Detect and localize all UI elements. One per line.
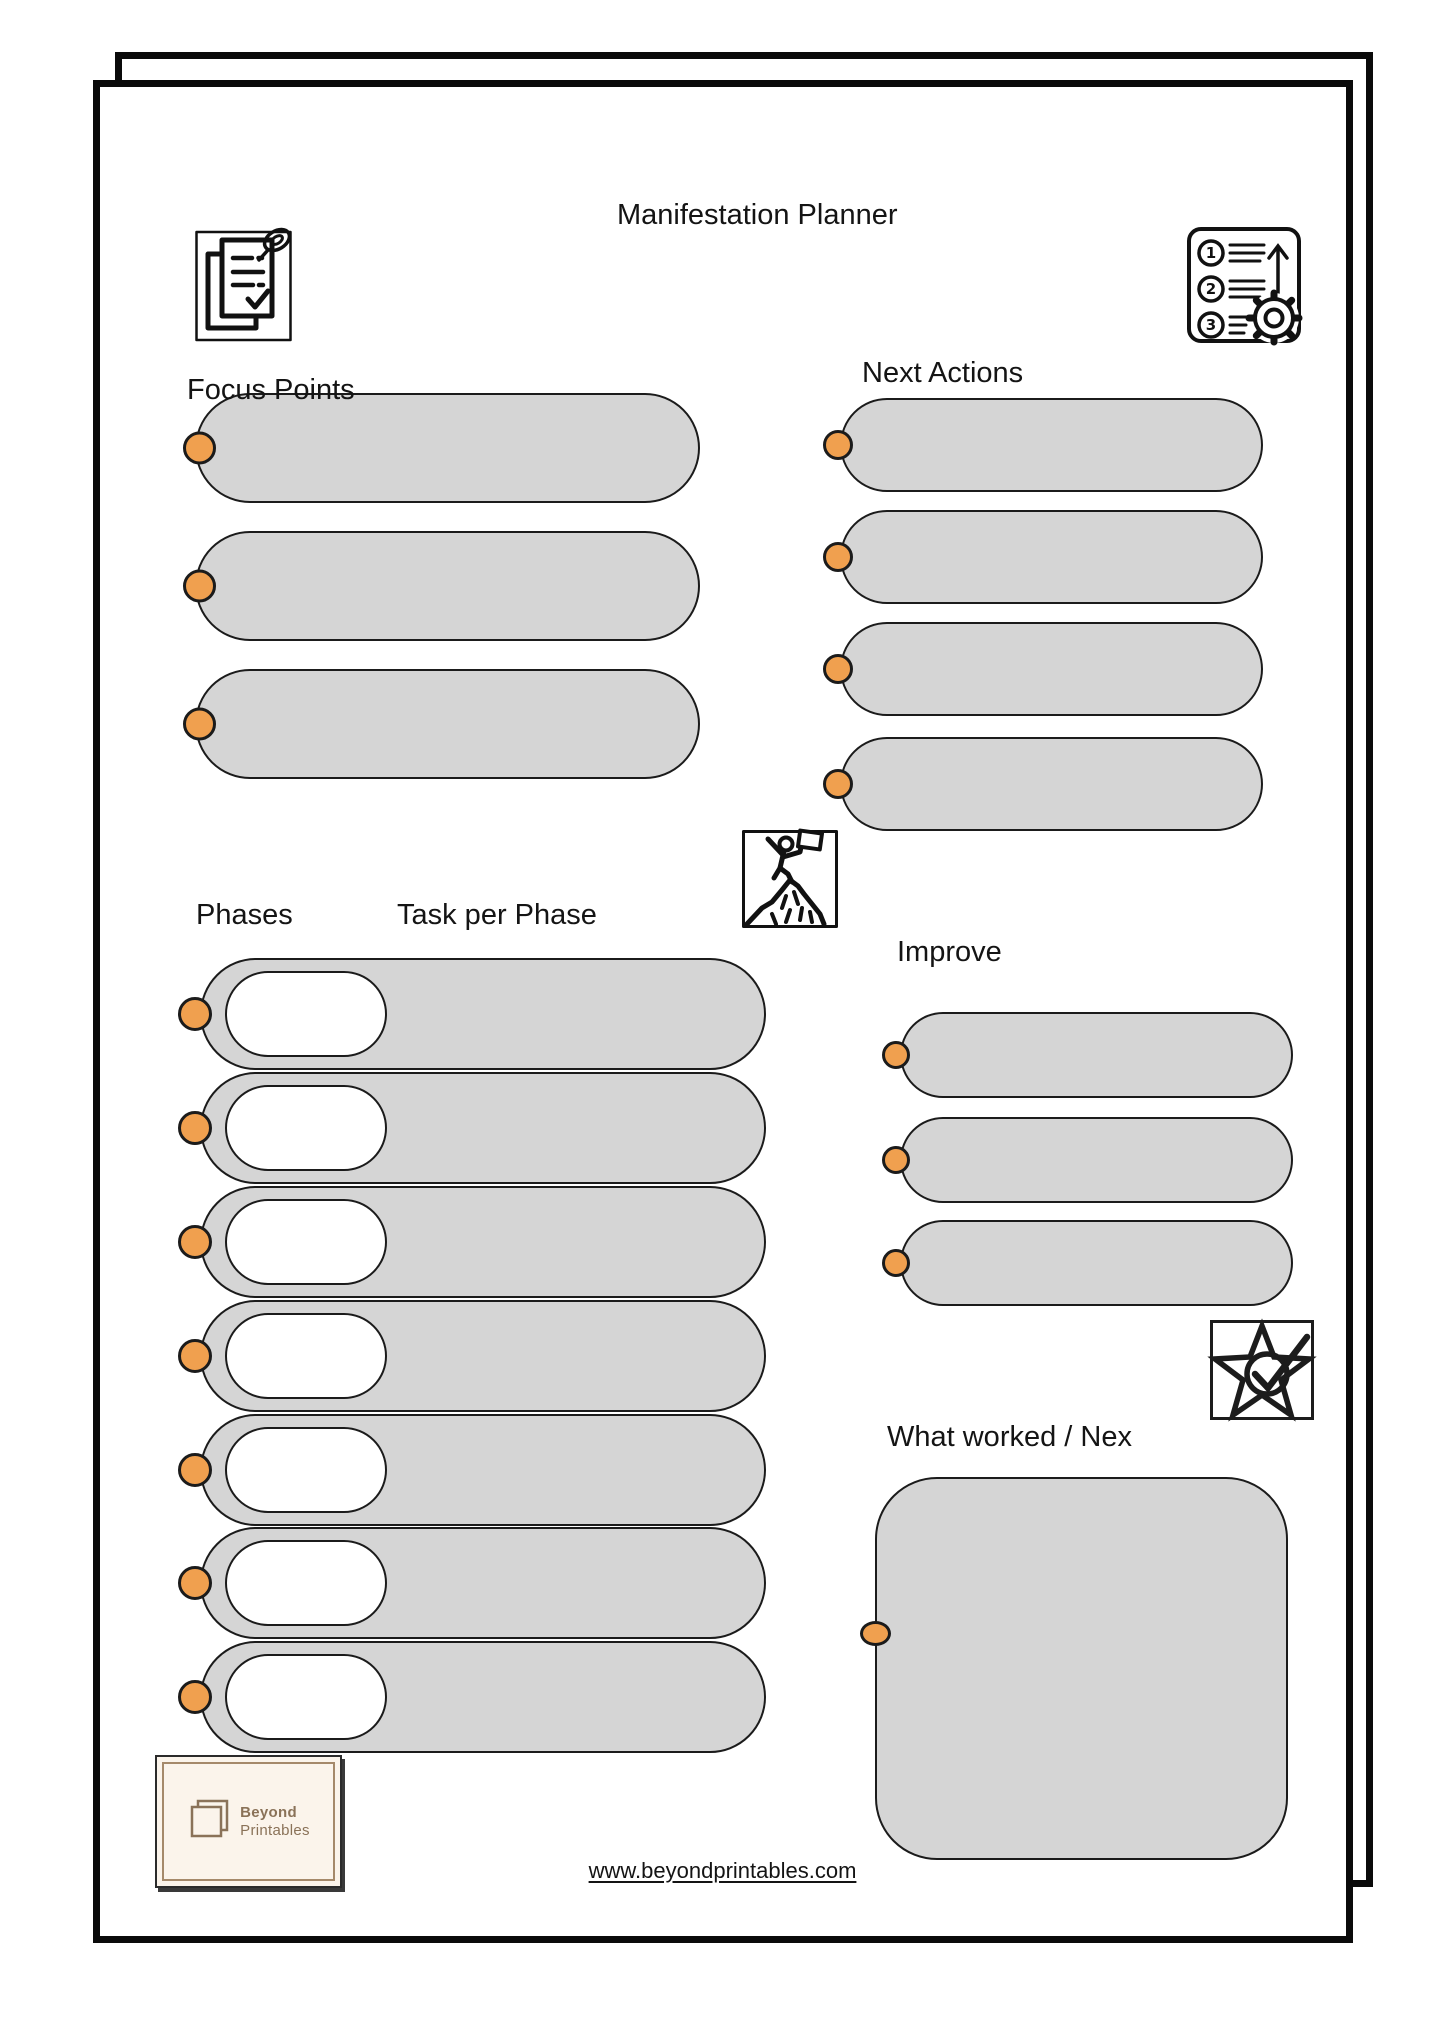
bullet-dot: [823, 769, 853, 799]
next-actions-slot[interactable]: [840, 737, 1263, 831]
bullet-dot: [882, 1146, 910, 1174]
svg-text:2: 2: [1205, 280, 1217, 298]
improve-label: Improve: [897, 936, 1002, 968]
focus-points-slot[interactable]: [195, 393, 700, 503]
bullet-dot: [178, 1111, 212, 1145]
phase-name-slot[interactable]: [225, 1199, 387, 1285]
bullet-dot: [183, 570, 216, 603]
bullet-dot: [823, 542, 853, 572]
bullet-dot: [178, 1453, 212, 1487]
mountain-climber-flag-icon: [742, 830, 838, 928]
bullet-dot: [183, 432, 216, 465]
star-check-icon: [1210, 1320, 1314, 1420]
task-per-phase-label: Task per Phase: [397, 899, 597, 931]
improve-slot[interactable]: [900, 1117, 1293, 1203]
phases-slot[interactable]: [200, 1186, 766, 1298]
footer: [0, 1858, 1445, 1884]
focus-points-label: Focus Points: [187, 374, 355, 406]
bullet-dot: [823, 654, 853, 684]
phase-name-slot[interactable]: [225, 1085, 387, 1171]
pinned-notes-icon: [195, 224, 295, 342]
stacked-pages-icon: [187, 1797, 231, 1846]
bullet-dot: [823, 430, 853, 460]
phases-slot[interactable]: [200, 1072, 766, 1184]
brand-name-line2: Printables: [240, 1821, 310, 1839]
what-worked-slot[interactable]: [875, 1477, 1288, 1860]
phases-label: Phases: [196, 899, 293, 931]
next-actions-slot[interactable]: [840, 622, 1263, 716]
focus-points-slot[interactable]: [195, 669, 700, 779]
phases-slot[interactable]: [200, 958, 766, 1070]
phases-slot[interactable]: [200, 1527, 766, 1639]
brand-name: [240, 1804, 310, 1840]
focus-points-slot[interactable]: [195, 531, 700, 641]
phases-slot[interactable]: [200, 1300, 766, 1412]
phase-name-slot[interactable]: [225, 971, 387, 1057]
next-actions-slot[interactable]: [840, 398, 1263, 492]
numbered-steps-gear-icon: [1186, 226, 1302, 344]
bullet-dot: [860, 1621, 891, 1646]
bullet-dot: [178, 997, 212, 1031]
page-title: Manifestation Planner: [617, 199, 898, 231]
svg-text:1: 1: [1205, 244, 1217, 262]
phase-name-slot[interactable]: [225, 1540, 387, 1626]
next-actions-slot[interactable]: [840, 510, 1263, 604]
brand-name-line1: Beyond: [240, 1803, 297, 1821]
svg-text:3: 3: [1205, 316, 1217, 334]
bullet-dot: [178, 1225, 212, 1259]
bullet-dot: [178, 1680, 212, 1714]
phase-name-slot[interactable]: [225, 1427, 387, 1513]
improve-slot[interactable]: [900, 1012, 1293, 1098]
what-worked-label: What worked / Nex: [887, 1421, 1132, 1453]
phases-slot[interactable]: [200, 1641, 766, 1753]
bullet-dot: [178, 1566, 212, 1600]
phases-slot[interactable]: [200, 1414, 766, 1526]
improve-slot[interactable]: [900, 1220, 1293, 1306]
bullet-dot: [183, 708, 216, 741]
phase-name-slot[interactable]: [225, 1654, 387, 1740]
phase-name-slot[interactable]: [225, 1313, 387, 1399]
bullet-dot: [882, 1249, 910, 1277]
website-link[interactable]: www.beyondprintables.com: [588, 1858, 857, 1883]
bullet-dot: [178, 1339, 212, 1373]
bullet-dot: [882, 1041, 910, 1069]
next-actions-label: Next Actions: [862, 357, 1024, 389]
